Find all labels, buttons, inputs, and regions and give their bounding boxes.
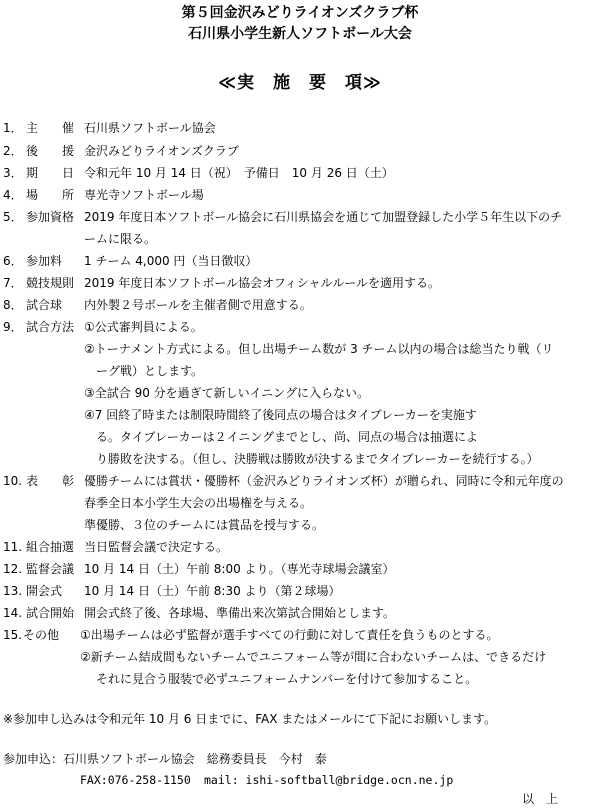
item-label: 後 援 [26, 144, 75, 158]
item-number: 5． [3, 210, 23, 224]
item-text: 内外製２号ボールを主催者側で用意する。 [84, 298, 312, 312]
item-text: 石川県ソフトボール協会 [84, 121, 216, 135]
item-number: 6． [3, 254, 23, 268]
item-text: 1 チーム 4,000 円（当日徴収） [84, 254, 258, 268]
item-label: 組合抽選 [26, 540, 75, 554]
item-text: 開会式終了後、各球場、準備出来次第試合開始とします。 [84, 606, 396, 620]
item-label: 競技規則 [26, 276, 75, 290]
item-number: 3． [3, 166, 23, 180]
item-text: 2019 年度日本ソフトボール協会に石川県協会を通じて加盟登録した小学５年生以下のチ [84, 210, 563, 224]
item-text: 10 月 14 日（土）午前 8:00 より。（専光寺球場会議室） [84, 562, 395, 576]
item-label: 参加料 [26, 254, 63, 268]
item-label: 場 所 [26, 188, 75, 202]
item-label: 参加資格 [26, 210, 75, 224]
title-line-2: 石川県小学生新人ソフトボール大会 [188, 26, 412, 42]
item-number: 10. [3, 474, 23, 488]
item-text: 金沢みどりライオンズクラブ [84, 144, 239, 158]
item-number: 9． [3, 320, 23, 334]
item-number: 11. [3, 540, 23, 554]
item-number: 4． [3, 188, 23, 202]
item-text: 準優勝、３位のチームには賞品を授与する。 [84, 518, 325, 532]
item-label: 主 催 [26, 121, 75, 135]
item-text: ①出場チームは必ず監督が選手すべての行動に対して責任を負うものとする。 [80, 628, 499, 642]
item-text: ③全試合 90 分を過ぎて新しいイニングに入らない。 [84, 386, 369, 400]
closing-mark: 以 上 [522, 792, 559, 806]
item-text: る。タイブレーカーは２イニングまでとし、尚、同点の場合は抽選によ [96, 430, 478, 444]
item-text: ①公式審判員による。 [84, 320, 203, 334]
item-label: 表 彰 [26, 474, 75, 488]
item-number: 2． [3, 144, 23, 158]
item-text: 専光寺ソフトボール場 [84, 188, 204, 202]
item-number: 12. [3, 562, 23, 576]
item-text: ②新チーム結成間もないチームでユニフォーム等が間に合わないチームは、できるだけ [80, 650, 547, 664]
item-label: 試合方法 [26, 320, 75, 334]
item-text: それに見合う服装で必ずユニフォームナンバーを付けて参加すること。 [96, 672, 478, 686]
contact-fax: FAX:076-258-1150 [80, 773, 191, 787]
title-line-1: 第５回金沢みどりライオンズクラブ杯 [181, 5, 419, 21]
item-text: 当日監督会議で決定する。 [84, 540, 229, 554]
item-label: その他 [23, 628, 60, 642]
contact-line: 参加申込：石川県ソフトボール協会 総務委員長 今村 泰 [3, 752, 327, 766]
application-note: ※参加申し込みは令和元年 10 月 6 日までに、FAX またはメールにて下記にお願いします。 [3, 712, 497, 726]
item-text: 10 月 14 日（土）午前 8:30 より（第２球場） [84, 584, 341, 598]
item-text: ②トーナメント方式による。但し出場チーム数が 3 チーム以内の場合は総当たり戦（リ [84, 342, 554, 356]
item-number: 14. [3, 606, 23, 620]
item-label: 監督会議 [26, 562, 75, 576]
item-text: ームに限る。 [84, 232, 157, 246]
item-number: 1． [3, 121, 23, 135]
contact-mail: mail: ishi-softball@bridge.ocn.ne.jp [204, 773, 454, 787]
item-text: 春季全日本小学生大会の出場権を与える。 [84, 496, 313, 510]
item-text: ーグ戦）とします。 [96, 364, 204, 378]
item-number: 7． [3, 276, 23, 290]
item-text: 優勝チームには賞状・優勝杯（金沢みどりライオンズ杯）が贈られ、同時に令和元年度の [84, 474, 564, 488]
item-number: 8． [3, 298, 23, 312]
item-text: り勝敗を決する。（但し、決勝戦は勝敗が決するまでタイブレーカーを続行する。） [96, 452, 539, 466]
item-label: 試合開始 [26, 606, 75, 620]
item-number: 15. [3, 628, 23, 642]
item-text: 2019 年度日本ソフトボール協会オフィシャルルールを適用する。 [84, 276, 441, 290]
item-label: 開会式 [26, 584, 63, 598]
item-label: 期 日 [26, 166, 75, 180]
item-text: ④7 回終了時または制限時間終了後同点の場合はタイブレーカーを実施す [84, 408, 477, 422]
page-heading: ≪実 施 要 項≫ [218, 73, 382, 93]
item-number: 13. [3, 584, 23, 598]
item-text: 令和元年 10 月 14 日（祝） 予備日 10 月 26 日（土） [84, 166, 394, 180]
item-label: 試合球 [26, 298, 63, 312]
